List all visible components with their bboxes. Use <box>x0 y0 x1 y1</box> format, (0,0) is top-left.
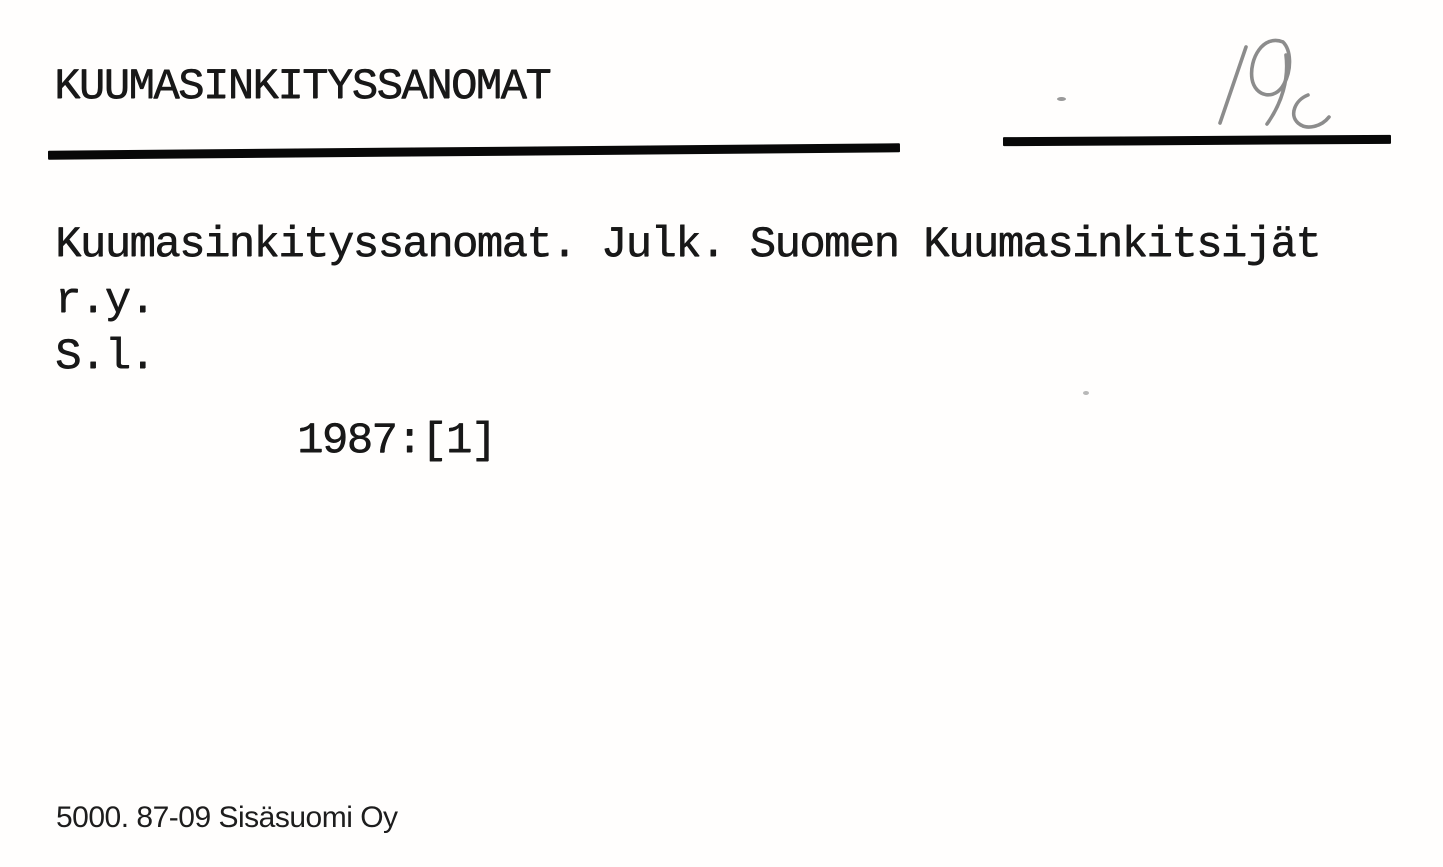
handwritten-stroke-4 <box>1294 95 1329 127</box>
entry-place: S.l. <box>55 332 155 382</box>
card-title: KUUMASINKITYSSANOMAT <box>54 62 551 112</box>
entry-issue-designation: 1987:[1] <box>297 416 496 466</box>
scan-speck <box>1057 97 1066 101</box>
header-rule-left <box>48 143 900 159</box>
scan-speck <box>1083 391 1089 395</box>
entry-title-statement-cont: r.y. <box>55 276 155 326</box>
handwritten-stroke-3 <box>1267 55 1287 124</box>
printer-imprint: 5000. 87-09 Sisäsuomi Oy <box>56 801 398 834</box>
handwritten-mark <box>1195 33 1345 145</box>
entry-title-statement: Kuumasinkityssanomat. Julk. Suomen Kuumasinkitsijät <box>55 220 1321 270</box>
handwritten-stroke-1 <box>1220 47 1246 123</box>
